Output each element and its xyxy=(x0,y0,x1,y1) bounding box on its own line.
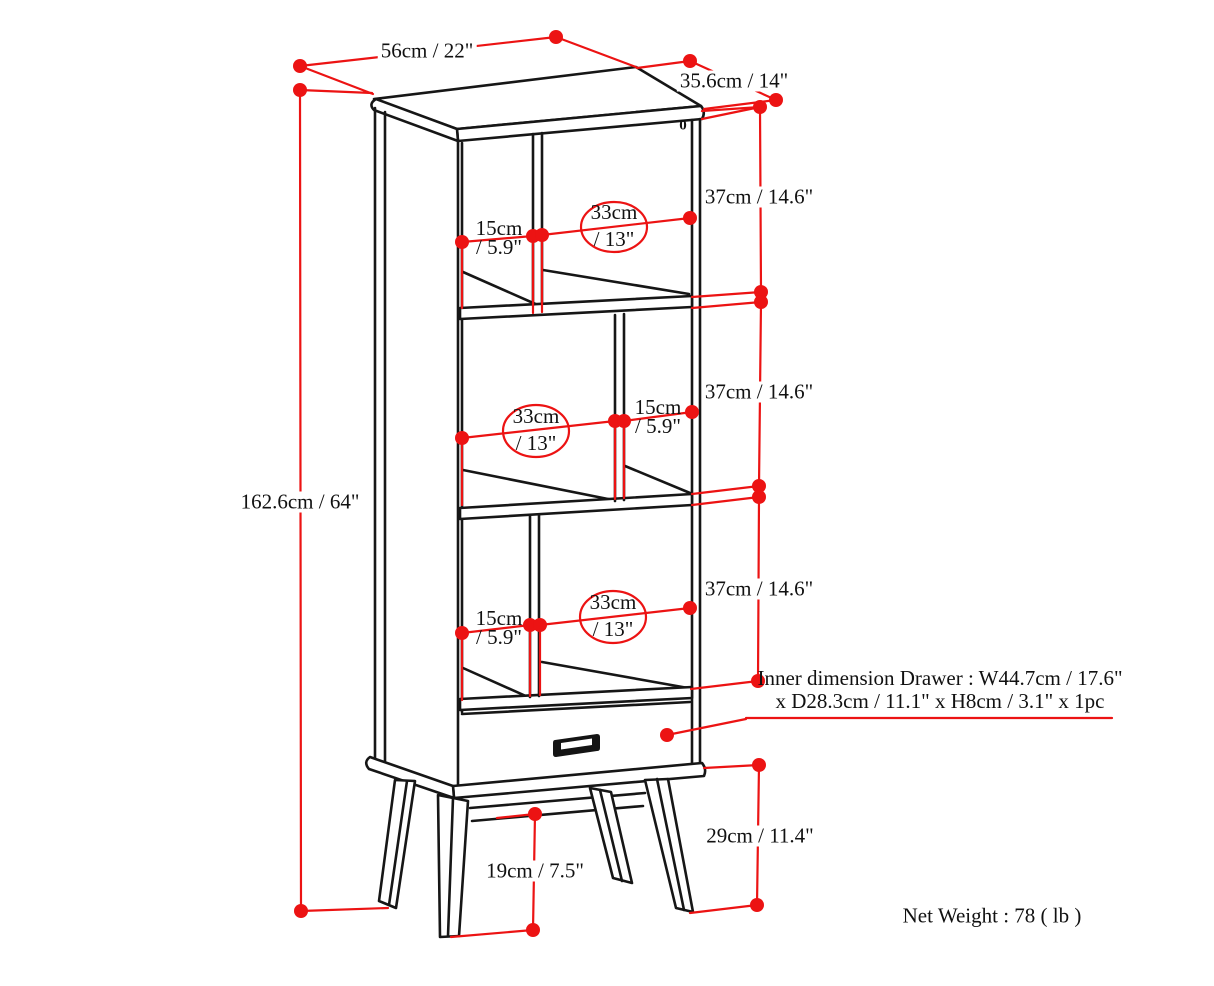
narrow-slot-in: / 5.9" xyxy=(635,414,681,438)
section-height-label-3: 37cm / 14.6" xyxy=(702,579,816,600)
wide-slot-in: / 13" xyxy=(593,227,635,251)
leg-apron xyxy=(470,793,645,821)
wide-slot-in: / 13" xyxy=(515,431,557,455)
floor-line xyxy=(543,270,689,294)
dimension-dot xyxy=(754,295,768,309)
drawer-note-line-2: x D28.3cm / 11.1" x H8cm / 3.1" x 1pc xyxy=(775,689,1105,713)
top-width-label: 56cm / 22" xyxy=(378,41,477,62)
wide-slot-label-2 xyxy=(513,403,560,457)
dimension-dot xyxy=(753,100,767,114)
dimension-dot xyxy=(535,228,549,242)
dimension-dot xyxy=(752,758,766,772)
section-height-label-2: 37cm / 14.6" xyxy=(702,382,816,403)
net-weight-label: Net Weight : 78 ( lb ) xyxy=(902,903,1082,928)
narrow-slot-label-2 xyxy=(634,395,682,438)
wide-slot-cm: 33cm xyxy=(589,590,637,614)
narrow-slot-label-3 xyxy=(475,606,523,649)
overall-height-label: 162.6cm / 64" xyxy=(238,492,363,513)
floor-line xyxy=(463,470,613,500)
dimension-dot xyxy=(752,490,766,504)
wide-slot-cm: 33cm xyxy=(590,200,638,224)
shelf-3 xyxy=(460,687,692,710)
dimension-dot xyxy=(293,83,307,97)
drawer-inner-dimension-note xyxy=(757,667,1122,713)
dimension-dot xyxy=(455,235,469,249)
floor-line xyxy=(463,272,540,306)
wide-slot-cm: 33cm xyxy=(512,404,560,428)
dimension-annotations xyxy=(293,30,1112,937)
narrow-slot-cm: 15cm xyxy=(475,216,523,240)
shelf-1 xyxy=(460,296,692,319)
drawer-note-line-1: Inner dimension Drawer : W44.7cm / 17.6" xyxy=(757,666,1123,690)
dimension-dot xyxy=(293,59,307,73)
floor-line xyxy=(463,668,528,697)
wide-slot-in: / 13" xyxy=(592,617,634,641)
dimension-dot xyxy=(455,626,469,640)
dimension-dot xyxy=(683,211,697,225)
dimension-dot xyxy=(683,54,697,68)
section-height-label-1: 37cm / 14.6" xyxy=(702,187,816,208)
dimension-dot xyxy=(617,414,631,428)
bookcase-outline xyxy=(366,67,705,937)
narrow-slot-in: / 5.9" xyxy=(476,235,522,259)
dimension-dot xyxy=(455,431,469,445)
dimension-dot xyxy=(660,728,674,742)
dimension-drawer-note-leader xyxy=(660,718,1112,742)
wide-slot-label-1 xyxy=(591,199,638,253)
wide-slot-label-3 xyxy=(590,589,637,643)
floor-line xyxy=(542,662,688,688)
narrow-slot-in: / 5.9" xyxy=(476,625,522,649)
dimension-dot xyxy=(528,807,542,821)
narrow-slot-cm: 15cm xyxy=(475,606,523,630)
dimension-dot xyxy=(683,601,697,615)
dimension-dot xyxy=(750,898,764,912)
top-depth-label: 35.6cm / 14" xyxy=(677,71,791,92)
dimension-dot xyxy=(526,923,540,937)
top-board xyxy=(371,67,703,141)
dimension-dot xyxy=(294,904,308,918)
leg-front-right xyxy=(645,779,693,912)
shelf-2 xyxy=(460,494,692,519)
narrow-slot-cm: 15cm xyxy=(634,395,682,419)
dimension-dot xyxy=(533,618,547,632)
dimension-dot xyxy=(769,93,783,107)
dimension-dot xyxy=(685,405,699,419)
narrow-slot-label-1 xyxy=(475,216,523,259)
floor-line xyxy=(625,466,690,493)
leg-height-label: 19cm / 7.5" xyxy=(483,861,587,882)
dimension-dot xyxy=(549,30,563,44)
base-clearance-label: 29cm / 11.4" xyxy=(703,826,817,847)
drawer xyxy=(462,702,690,757)
shelf-pin-hole-marking: 0 xyxy=(679,117,687,134)
